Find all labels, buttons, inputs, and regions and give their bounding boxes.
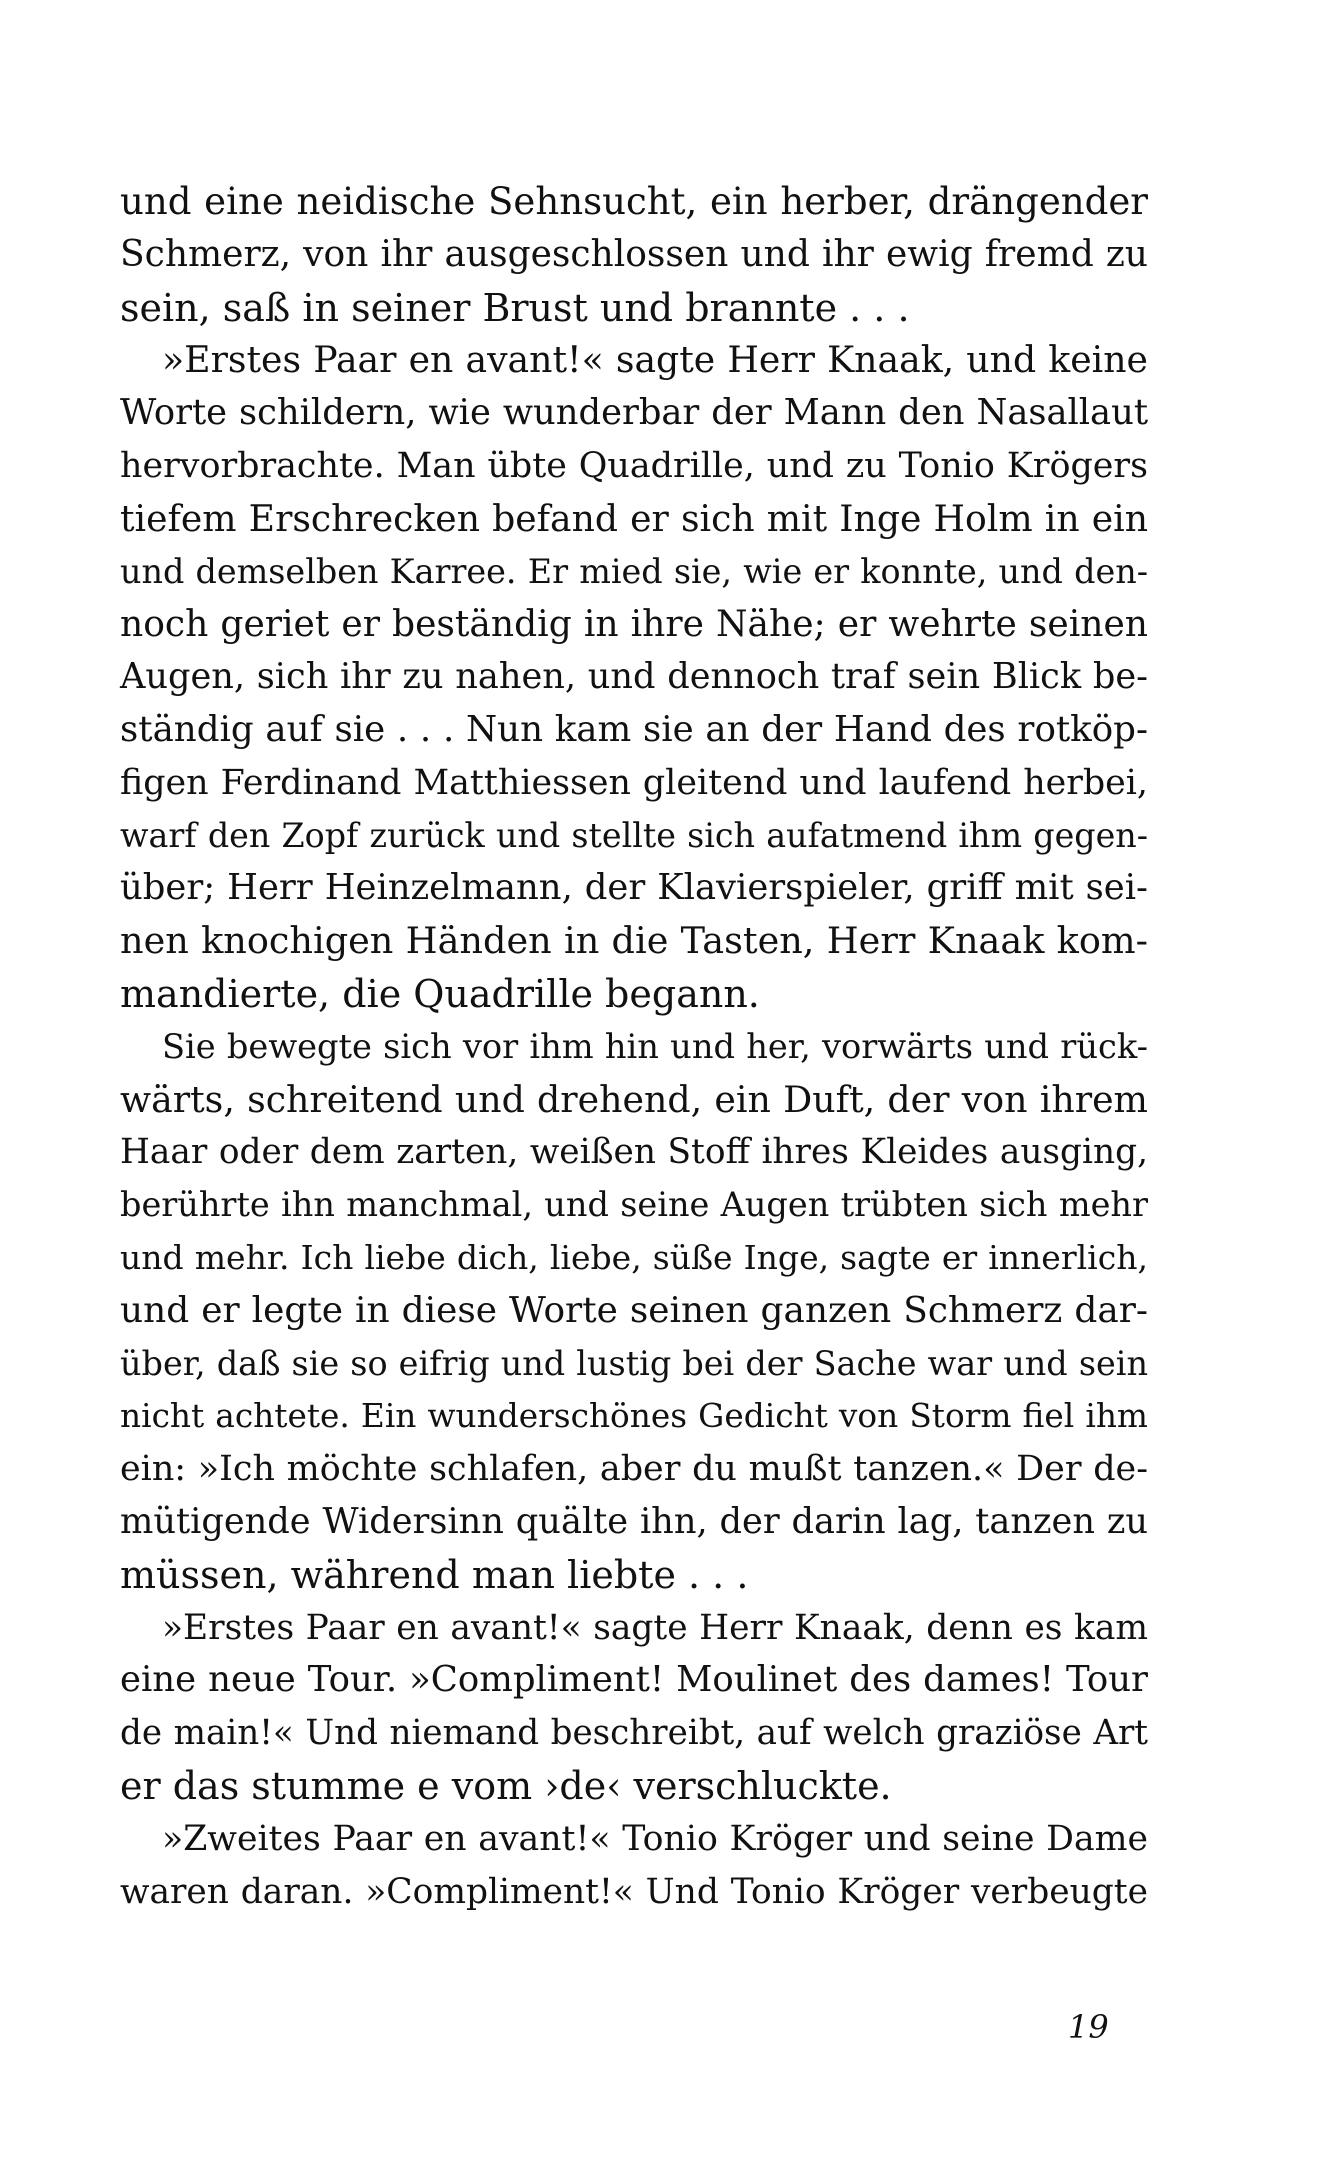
text-line: de main!« Und niemand beschreibt, auf welch graziöse Art [120, 1713, 1148, 1754]
text-line: nicht achtete. Ein wunderschönes Gedicht von Storm fiel ihm [120, 1397, 1148, 1436]
text-line: und demselben Karree. Er mied sie, wie er konnte, und den- [120, 551, 1148, 591]
text-line: berührte ihn manchmal, und seine Augen trübten sich mehr [120, 1185, 1148, 1225]
text-line: hervorbrachte. Man übte Quadrille, und zu Tonio Krögers [120, 445, 1148, 486]
text-line: eine neue Tour. »Compliment! Moulinet des dames! Tour [120, 1659, 1148, 1701]
text-line: über; Herr Heinzelmann, der Klavierspieler, griff mit sei- [120, 867, 1148, 909]
text-line: warf den Zopf zurück und stellte sich aufatmend ihm gegen- [120, 815, 1148, 855]
text-line: wärts, schreitend und drehend, ein Duft, der von ihrem [120, 1077, 1148, 1121]
text-line: ständig auf sie . . . Nun kam sie an der Hand des rotköp- [120, 708, 1148, 750]
body-text [120, 176, 1148, 1918]
text-line: mütigende Widersinn quälte ihn, der darin lag, tanzen zu [120, 1500, 1148, 1542]
paragraph-start-line: »Zweites Paar en avant!« Tonio Kröger und seine Dame [162, 1818, 1148, 1859]
text-line: waren daran. »Compliment!« Und Tonio Kröger verbeugte [120, 1871, 1148, 1912]
text-line: er das stumme e vom ›de‹ verschluckte. [120, 1763, 892, 1808]
text-line: und eine neidische Sehnsucht, ein herber, drängender [120, 180, 1148, 223]
text-line: Worte schildern, wie wunderbar der Mann den Nasallaut [120, 392, 1148, 434]
text-line: müssen, während man liebte . . . [120, 1552, 749, 1597]
text-line: sein, saß in seiner Brust und brannte . . . [120, 285, 910, 330]
text-line: nen knochigen Händen in die Tasten, Herr Knaak kom- [120, 919, 1148, 963]
text-line: und er legte in diese Worte seinen ganzen Schmerz dar- [120, 1289, 1148, 1331]
paragraph-start-line: »Erstes Paar en avant!« sagte Herr Knaak, denn es kam [162, 1607, 1148, 1648]
text-line: über, daß sie so eifrig und lustig bei der Sache war und sein [120, 1343, 1148, 1383]
text-line: Augen, sich ihr zu nahen, und dennoch traf sein Blick be- [120, 656, 1148, 698]
paragraph-start-line: Sie bewegte sich vor ihm hin und her, vorwärts und rück- [162, 1026, 1148, 1066]
text-line: Haar oder dem zarten, weißen Stoff ihres Kleides ausging, [120, 1132, 1148, 1173]
text-line: figen Ferdinand Matthiessen gleitend und laufend herbei, [120, 762, 1148, 803]
text-line: noch geriet er beständig in ihre Nähe; er wehrte seinen [120, 603, 1148, 646]
paragraph-start-line: »Erstes Paar en avant!« sagte Herr Knaak, und keine [162, 338, 1148, 382]
text-line: mandierte, die Quadrille begann. [120, 971, 760, 1016]
text-line: und mehr. Ich liebe dich, liebe, süße Inge, sagte er innerlich, [120, 1237, 1148, 1277]
text-line: tiefem Erschrecken befand er sich mit Inge Holm in ein [120, 496, 1148, 540]
text-line: ein: »Ich möchte schlafen, aber du mußt tanzen.« Der de- [120, 1449, 1148, 1490]
text-line: Schmerz, von ihr ausgeschlossen und ihr ewig fremd zu [120, 233, 1148, 275]
page-number: 19 [1068, 2008, 1109, 2046]
